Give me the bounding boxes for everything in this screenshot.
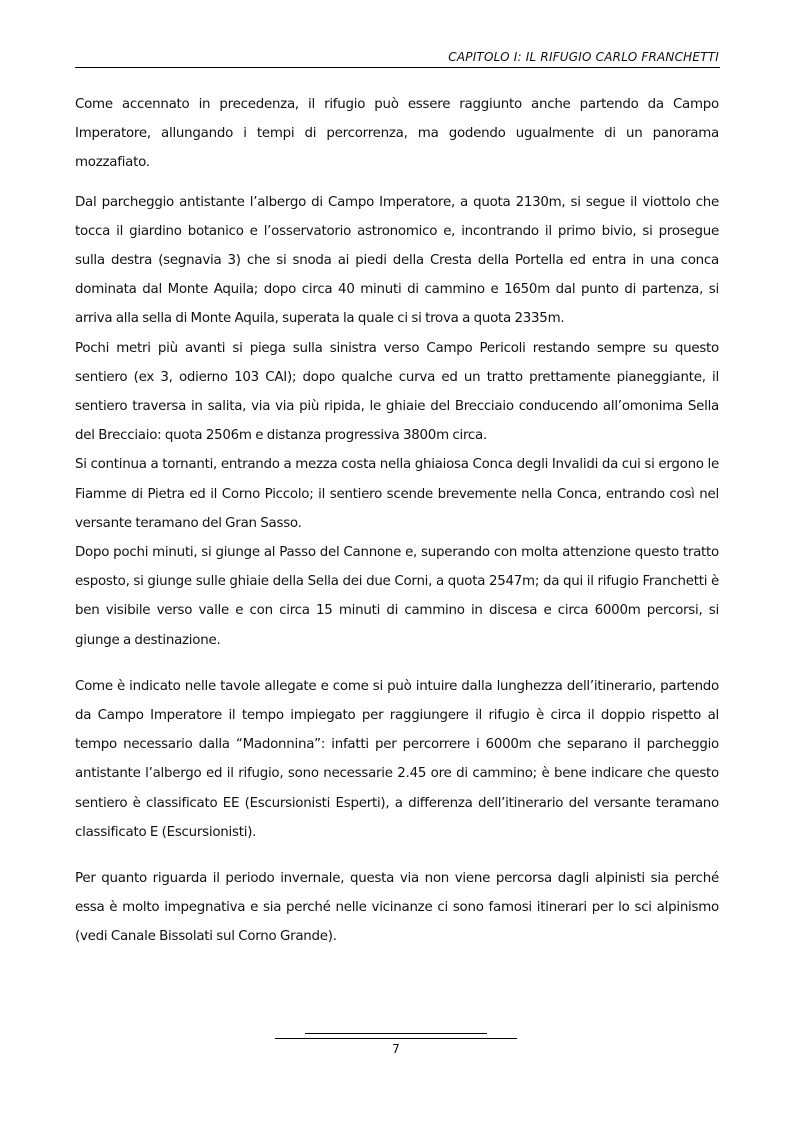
page-number: 7 xyxy=(392,1042,400,1056)
footer-divider xyxy=(275,1038,517,1039)
paragraph-winter: Per quanto riguarda il periodo invernale, questa via non viene percorsa dagli alpinisti sia perché essa è molto impegnativa e sia perché nelle vicinanze ci sono famosi itinerari per lo sci alpinismo (vedi Canale Bissolati sul Corno Grande). xyxy=(75,871,719,945)
paragraph-comparison: Come è indicato nelle tavole allegate e come si può intuire dalla lunghezza dell’itinerario, partendo da Campo Imperatore il tempo impiegato per raggiungere il rifugio è circa il doppio rispetto al tempo necessario dalla “Madonnina”: infatti per percorrere i 6000m che separano il parcheggio antistante l’albergo ed il rifugio, sono necessarie 2.45 ore di cammino; è bene indicare che questo sentiero è classificato EE (Escursionisti Esperti), a differenza dell’itinerario del versante teramano classificato E (Escursionisti). xyxy=(75,678,719,840)
footer-short-rule xyxy=(305,1033,487,1034)
paragraph-cannone: Dopo pochi minuti, si giunge al Passo del Cannone e, superando con molta attenzione questo tratto esposto, si giunge sulle ghiaie della Sella dei due Corni, a quota 2547m; da qui il rifugio Franchetti è ben visibile verso valle e con circa 15 minuti di cammino in discesa e circa 6000m percorsi, si giunge a destinazione. xyxy=(75,545,719,648)
paragraph-brecciaio: Pochi metri più avanti si piega sulla sinistra verso Campo Pericoli restando sempre su questo sentiero (ex 3, odierno 103 CAI); dopo qualche curva ed un tratto prettamente pianeggiante, il sentiero traversa in salita, via via più ripida, le ghiaie del Brecciaio conducendo all’omonima Sella del Brecciaio: quota 2506m e distanza progressiva 3800m circa. xyxy=(75,340,719,444)
header-divider xyxy=(75,67,720,68)
paragraph-route-start: Dal parcheggio antistante l’albergo di Campo Imperatore, a quota 2130m, si segue il viottolo che tocca il giardino botanico e l’osservatorio astronomico e, incontrando il primo bivio, si prosegue sulla destra (segnavia 3) che si snoda ai piedi della Cresta della Portella ed entra in una conca dominata dal Monte Aquila; dopo circa 40 minuti di cammino e 1650m dal punto di partenza, si arriva alla sella di Monte Aquila, superata la quale ci si trova a quota 2335m. xyxy=(75,194,719,327)
page-body xyxy=(75,90,719,952)
chapter-title: CAPITOLO I: IL RIFUGIO CARLO FRANCHETTI xyxy=(448,50,719,64)
paragraph-intro: Come accennato in precedenza, il rifugio può essere raggiunto anche partendo da Campo Imperatore, allungando i tempi di percorrenza, ma godendo ugualmente di un panorama mozzafiato. xyxy=(75,97,719,171)
paragraph-invalidi: Si continua a tornanti, entrando a mezza costa nella ghiaiosa Conca degli Invalidi da cui si ergono le Fiamme di Pietra ed il Corno Piccolo; il sentiero scende brevemente nella Conca, entrando così nel versante teramano del Gran Sasso. xyxy=(75,457,719,531)
running-header xyxy=(75,50,719,66)
